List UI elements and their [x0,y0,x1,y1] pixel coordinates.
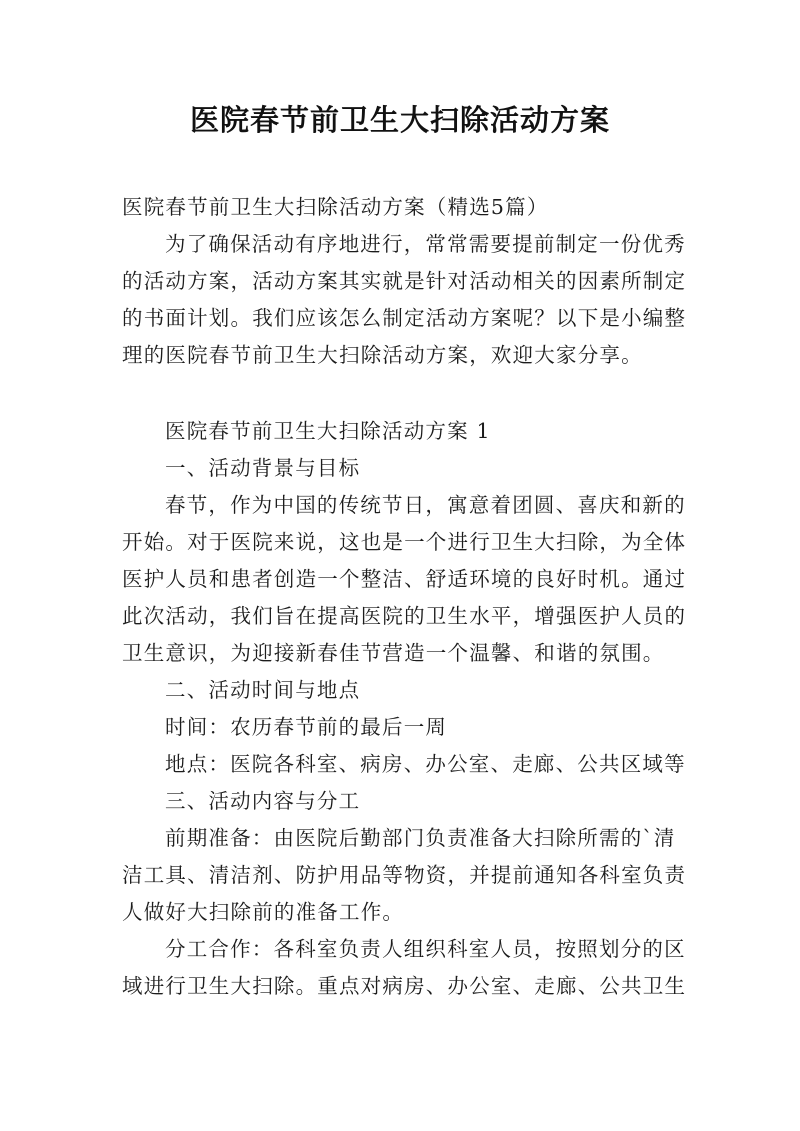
body-line: 医护人员和患者创造一个整洁、舒适环境的良好时机。通过 [122,567,687,591]
time-line: 时间：农历春节前的最后一周 [165,715,448,739]
section-heading: 医院春节前卫生大扫除活动方案 1 [165,419,491,443]
intro-line: 的书面计划。我们应该怎么制定活动方案呢？以下是小编整 [122,306,687,330]
body-line: 人做好大扫除前的准备工作。 [122,900,405,924]
body-line: 卫生意识，为迎接新春佳节营造一个温馨、和谐的氛围。 [122,641,665,665]
subtitle: 医院春节前卫生大扫除活动方案（精选5篇） [122,195,549,219]
body-line: 分工合作：各科室负责人组织科室人员，按照划分的区 [165,937,686,961]
intro-line: 理的医院春节前卫生大扫除活动方案，欢迎大家分享。 [122,343,643,367]
body-line: 开始。对于医院来说，这也是一个进行卫生大扫除，为全体 [122,530,687,554]
body-line: 此次活动，我们旨在提高医院的卫生水平，增强医护人员的 [122,604,687,628]
place-line: 地点：医院各科室、病房、办公室、走廊、公共区域等 [165,752,686,776]
part-heading: 二、活动时间与地点 [165,678,361,702]
body-line: 洁工具、清洁剂、防护用品等物资，并提前通知各科室负责 [122,863,687,887]
part-heading: 三、活动内容与分工 [165,789,361,813]
body-line: 春节，作为中国的传统节日，寓意着团圆、喜庆和新的 [165,493,686,517]
part-heading: 一、活动背景与目标 [165,456,361,480]
body-line: 域进行卫生大扫除。重点对病房、办公室、走廊、公共卫生 [122,974,687,998]
document-title: 医院春节前卫生大扫除活动方案 [189,103,610,137]
intro-line: 为了确保活动有序地进行，常常需要提前制定一份优秀 [165,232,686,256]
intro-line: 的活动方案，活动方案其实就是针对活动相关的因素所制定 [122,269,687,293]
body-line: 前期准备：由医院后勤部门负责准备大扫除所需的`清 [165,826,676,850]
